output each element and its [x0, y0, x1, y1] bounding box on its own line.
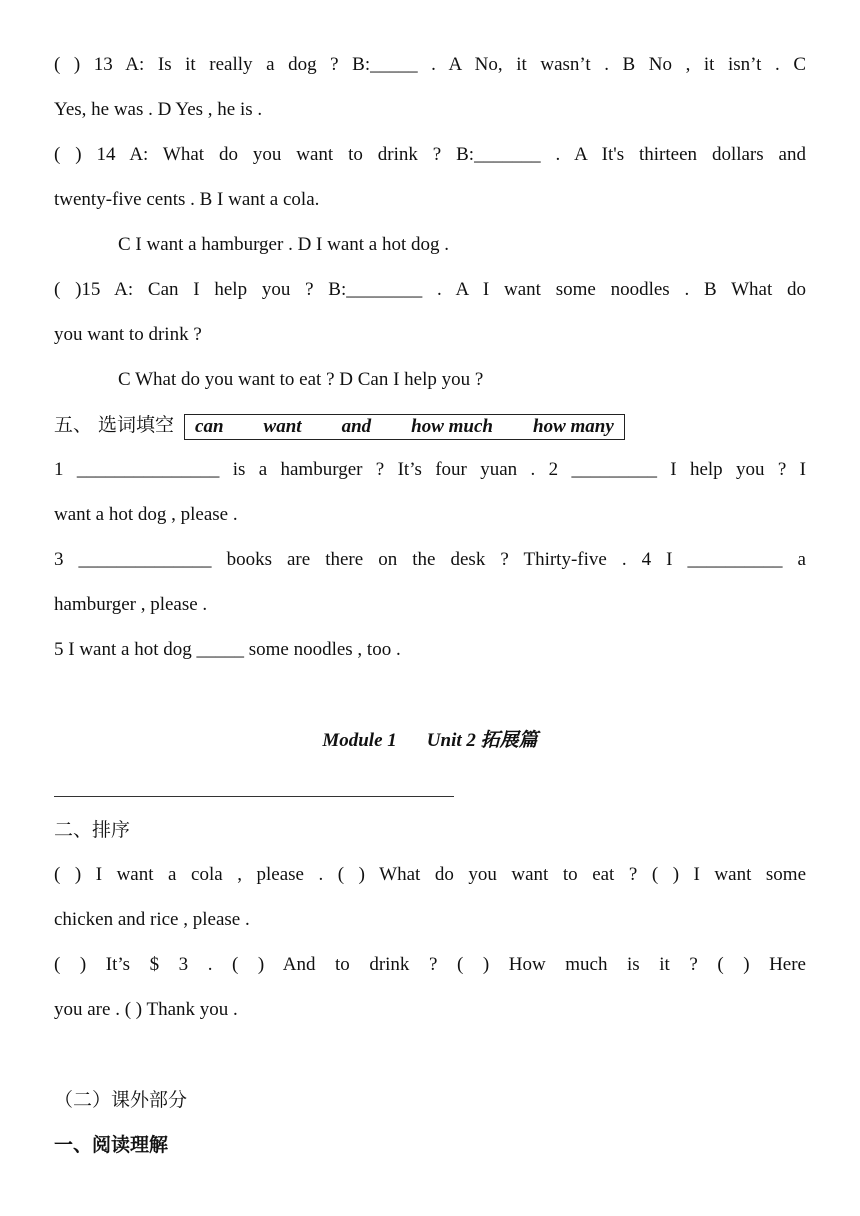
word-bank-item: want: [263, 415, 302, 437]
fill-line-1: 1 _______________ is a hamburger ? It’s four yuan . 2 _________ I help you ? I: [54, 459, 806, 480]
fill-line-2: want a hot dog , please .: [54, 504, 238, 525]
word-bank-item: how much: [411, 415, 493, 437]
section-5-heading: 五、 选词填空: [54, 414, 175, 436]
question-13-line-2: Yes, he was . D Yes , he is .: [54, 99, 263, 120]
ordering-line-3: ( ) It’s $ 3 . ( ) And to drink ? ( ) How much is it ? ( ) Here: [54, 954, 806, 975]
question-14-line-3: C I want a hamburger . D I want a hot dog .: [118, 234, 450, 255]
section-5-heading-row: [54, 410, 806, 440]
reading-heading: 一、阅读理解: [54, 1134, 169, 1156]
module-title: [0, 726, 860, 756]
question-14-line-1: ( ) 14 A: What do you want to drink ? B:_______ . A It's thirteen dollars and: [54, 144, 806, 165]
question-13-line-1: ( ) 13 A: Is it really a dog ? B:_____ . A No, it wasn’t . B No , it isn’t . C: [54, 54, 806, 75]
question-15-line-2: you want to drink ?: [54, 324, 202, 345]
word-bank-box: [184, 414, 625, 440]
question-14-line-2: twenty-five cents . B I want a cola.: [54, 189, 320, 210]
ordering-line-1: ( ) I want a cola , please . ( ) What do you want to eat ? ( ) I want some: [54, 864, 806, 885]
module-title-right: Unit 2 拓展篇: [426, 730, 538, 751]
fill-line-5: 5 I want a hot dog _____ some noodles , too .: [54, 639, 401, 660]
fill-line-4: hamburger , please .: [54, 594, 208, 615]
word-bank-item: and: [341, 415, 372, 437]
section-2-heading: 二、排序: [54, 819, 131, 841]
word-bank-item: how many: [533, 415, 614, 437]
extra-section-heading: （二）课外部分: [54, 1089, 188, 1111]
fill-line-3: 3 ______________ books are there on the desk ? Thirty-five . 4 I __________ a: [54, 549, 806, 570]
module-title-left: Module 1: [322, 730, 397, 751]
ordering-line-2: chicken and rice , please .: [54, 909, 250, 930]
word-bank-item: can: [195, 415, 224, 437]
question-15-line-1: ( )15 A: Can I help you ? B:________ . A I want some noodles . B What do: [54, 279, 806, 300]
divider-line: [54, 796, 454, 797]
question-15-line-3: C What do you want to eat ? D Can I help you ?: [118, 369, 484, 390]
ordering-line-4: you are . ( ) Thank you .: [54, 999, 238, 1020]
